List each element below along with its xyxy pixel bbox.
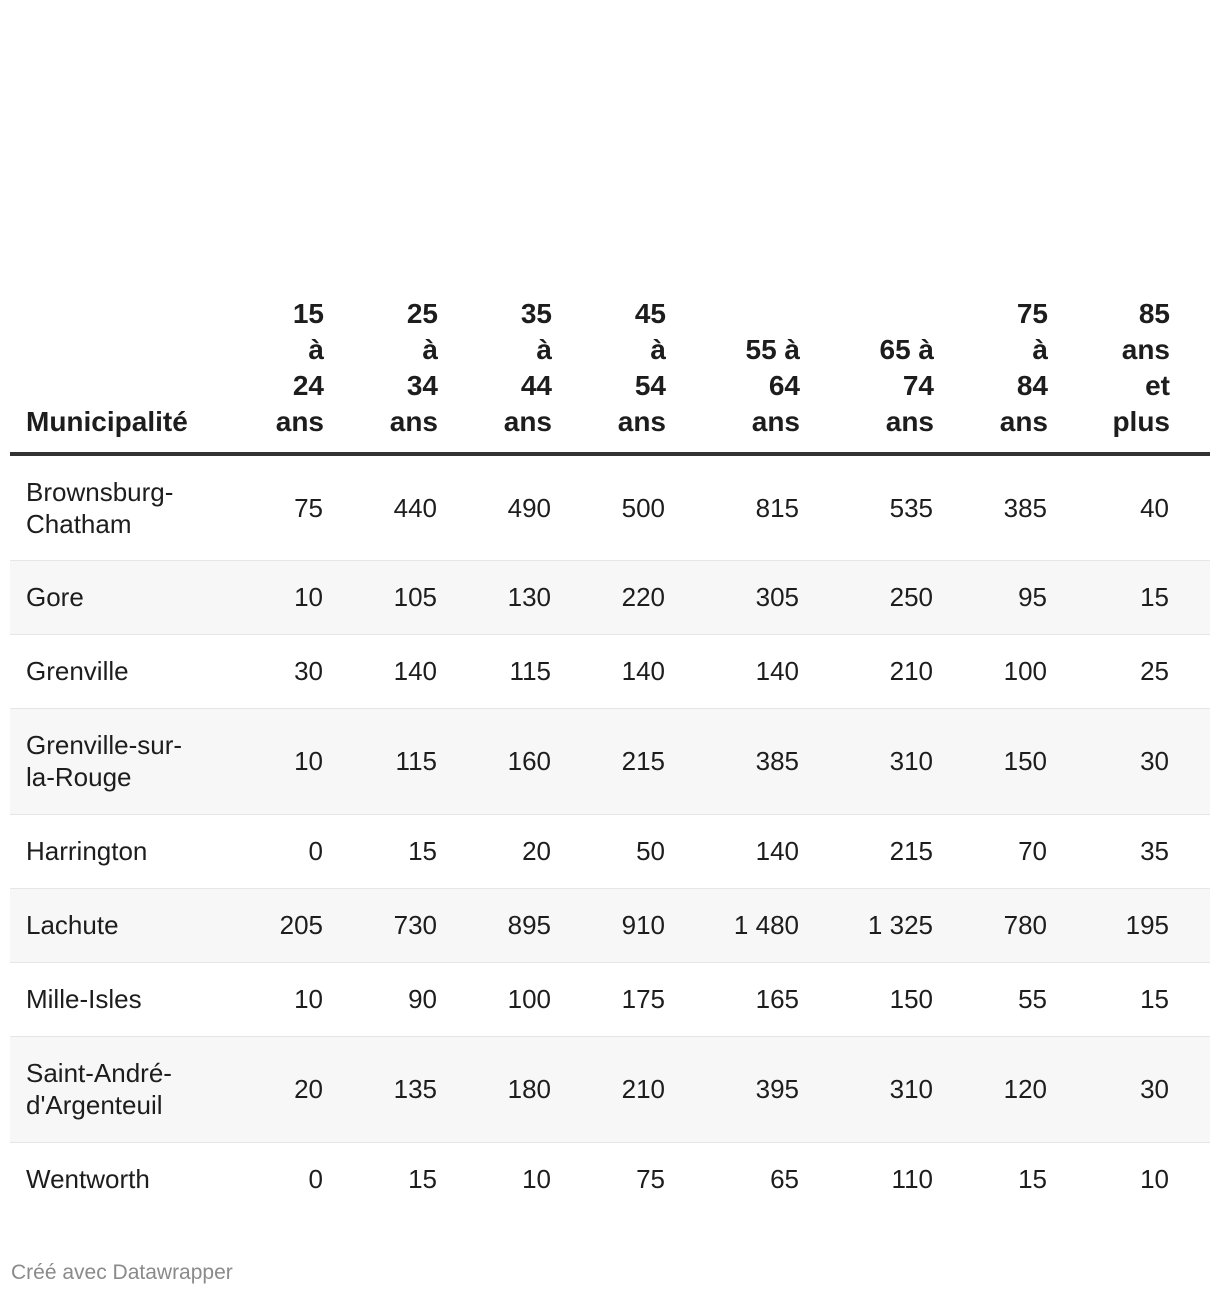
table-row — [10, 560, 1210, 634]
municipality-cell — [10, 560, 238, 634]
column-header-line: à — [650, 334, 666, 365]
column-header-municipality[interactable]: Municipalité — [10, 296, 238, 454]
value-cell: 910 — [552, 888, 666, 962]
value-cell: 160 — [438, 708, 552, 814]
column-header-line: 44 — [520, 370, 552, 401]
municipality-name-line: la-Rouge — [26, 762, 132, 792]
value-cell: 15 — [408, 1164, 437, 1195]
column-header-age-group[interactable] — [438, 296, 552, 454]
row-spacer — [1170, 888, 1210, 962]
value-cell: 30 — [238, 634, 324, 708]
table-row — [10, 1142, 1210, 1216]
column-header-line: ans — [885, 406, 934, 437]
value-cell: 500 — [552, 454, 666, 560]
column-header-age-group[interactable] — [238, 296, 324, 454]
value-cell: 35 — [1048, 814, 1170, 888]
value-cell: 130 — [438, 560, 552, 634]
age-group-table — [10, 296, 1210, 1216]
municipality-name-line: Gore — [26, 582, 84, 612]
column-header-line: 75 — [1016, 298, 1048, 329]
value-cell: 165 — [666, 962, 800, 1036]
value-cell: 220 — [552, 560, 666, 634]
column-header-line: 65 à — [879, 334, 934, 365]
value-cell: 310 — [800, 1036, 934, 1142]
table-row — [10, 708, 1210, 814]
column-header-line: à — [422, 334, 438, 365]
value-cell: 195 — [1048, 888, 1170, 962]
column-header-line: 25 — [406, 298, 438, 329]
value-cell: 215 — [800, 814, 934, 888]
row-spacer — [1170, 708, 1210, 814]
value-cell: 440 — [324, 454, 438, 560]
value-cell: 15 — [324, 814, 438, 888]
value-cell: 10 — [522, 1164, 551, 1195]
row-spacer — [1170, 962, 1210, 1036]
value-cell: 250 — [800, 560, 934, 634]
table-row — [10, 634, 1210, 708]
column-header-label — [618, 296, 666, 440]
value-cell: 100 — [438, 962, 552, 1036]
column-header-line: ans — [389, 406, 438, 437]
value-cell: 55 — [934, 962, 1048, 1036]
table-header — [10, 296, 1210, 454]
municipality-name-line: d'Argenteuil — [26, 1090, 163, 1120]
column-header-line: 74 — [902, 370, 934, 401]
value-cell: 385 — [666, 708, 800, 814]
header-row — [10, 296, 1210, 454]
municipality-name-line: Grenville — [26, 656, 129, 686]
value-cell: 40 — [1048, 454, 1170, 560]
value-cell: 10 — [238, 708, 324, 814]
column-header-line: ans — [1121, 334, 1170, 365]
value-cell: 25 — [1048, 634, 1170, 708]
value-cell: 95 — [934, 560, 1048, 634]
row-spacer — [1170, 814, 1210, 888]
header-spacer — [1170, 296, 1210, 454]
table-row — [10, 454, 1210, 560]
table-row — [10, 962, 1210, 1036]
value-cell: 65 — [770, 1164, 799, 1195]
municipality-name-line: Mille-Isles — [26, 984, 142, 1014]
value-cell: 305 — [666, 560, 800, 634]
row-spacer — [1170, 560, 1210, 634]
column-header-line: ans — [751, 406, 800, 437]
column-header-line: ans — [999, 406, 1048, 437]
value-cell: 10 — [238, 560, 324, 634]
municipality-cell — [10, 962, 238, 1036]
value-cell: 180 — [438, 1036, 552, 1142]
table-row — [10, 888, 1210, 962]
column-header-age-group[interactable] — [552, 296, 666, 454]
column-header-line: à — [1032, 334, 1048, 365]
value-cell: 310 — [800, 708, 934, 814]
value-cell: 120 — [934, 1036, 1048, 1142]
value-cell: 730 — [324, 888, 438, 962]
value-cell: 815 — [666, 454, 800, 560]
value-cell: 385 — [934, 454, 1048, 560]
value-cell: 205 — [238, 888, 324, 962]
value-cell: 15 — [1018, 1164, 1047, 1195]
column-header-line: ans — [503, 406, 552, 437]
value-cell: 50 — [552, 814, 666, 888]
municipality-cell — [10, 634, 238, 708]
column-header-label — [390, 296, 438, 440]
value-cell: 100 — [934, 634, 1048, 708]
value-cell: 210 — [800, 634, 934, 708]
value-cell: 20 — [238, 1036, 324, 1142]
municipality-cell — [10, 708, 238, 814]
column-header-age-group[interactable] — [800, 296, 934, 454]
value-cell: 215 — [552, 708, 666, 814]
value-cell: 150 — [934, 708, 1048, 814]
value-cell: 115 — [438, 634, 552, 708]
data-table-container — [10, 296, 1210, 1216]
value-cell: 30 — [1048, 1036, 1170, 1142]
value-cell: 15 — [1048, 962, 1170, 1036]
column-header-line: et — [1145, 370, 1170, 401]
column-header-line: plus — [1112, 406, 1170, 437]
municipality-name-line: Lachute — [26, 910, 119, 940]
column-header-line: 84 — [1016, 370, 1048, 401]
municipality-name-line: Harrington — [26, 836, 148, 866]
value-cell: 15 — [1048, 560, 1170, 634]
value-cell: 10 — [238, 962, 324, 1036]
value-cell: 140 — [324, 634, 438, 708]
value-cell: 140 — [666, 814, 800, 888]
municipality-cell — [10, 1036, 238, 1142]
column-header-line: à — [308, 334, 324, 365]
column-header-label — [1112, 296, 1170, 440]
table-row — [10, 1036, 1210, 1142]
value-cell: 150 — [800, 962, 934, 1036]
column-header-age-group[interactable] — [1048, 296, 1170, 454]
column-header-label — [880, 332, 935, 440]
value-cell: 110 — [891, 1164, 933, 1195]
value-cell: 70 — [934, 814, 1048, 888]
value-cell: 780 — [934, 888, 1048, 962]
value-cell: 0 — [238, 814, 324, 888]
value-cell: 535 — [800, 454, 934, 560]
column-header-line: à — [536, 334, 552, 365]
value-cell: 895 — [438, 888, 552, 962]
value-cell: 10 — [1140, 1164, 1169, 1195]
value-cell: 1 480 — [666, 888, 800, 962]
value-cell: 490 — [438, 454, 552, 560]
value-cell: 115 — [324, 708, 438, 814]
column-header-line: ans — [617, 406, 666, 437]
row-spacer — [1170, 454, 1210, 560]
value-cell: 140 — [666, 634, 800, 708]
table-row — [10, 814, 1210, 888]
value-cell: 30 — [1048, 708, 1170, 814]
value-cell: 105 — [324, 560, 438, 634]
row-spacer — [1170, 1142, 1210, 1216]
value-cell: 20 — [438, 814, 552, 888]
value-cell: 75 — [238, 454, 324, 560]
municipality-cell — [10, 454, 238, 560]
column-header-line: 54 — [634, 370, 666, 401]
value-cell: 0 — [308, 1164, 323, 1195]
municipality-name-line: Chatham — [26, 508, 132, 539]
column-header-line: 64 — [768, 370, 800, 401]
column-header-line: 24 — [292, 370, 324, 401]
column-header-label — [276, 296, 324, 440]
column-header-age-group[interactable] — [934, 296, 1048, 454]
column-header-line: 15 — [292, 298, 324, 329]
value-cell: 135 — [324, 1036, 438, 1142]
value-cell: 175 — [552, 962, 666, 1036]
column-header-line: 35 — [520, 298, 552, 329]
municipality-name-line: Brownsburg- — [26, 476, 174, 507]
value-cell: 395 — [666, 1036, 800, 1142]
column-header-label — [504, 296, 552, 440]
column-header-line: 34 — [406, 370, 438, 401]
column-header-line: 55 à — [745, 334, 800, 365]
column-header-age-group[interactable] — [324, 296, 438, 454]
municipality-name-line: Grenville-sur- — [26, 730, 183, 760]
value-cell: 210 — [552, 1036, 666, 1142]
value-cell: 140 — [552, 634, 666, 708]
column-header-line: ans — [275, 406, 324, 437]
municipality-name-line: Saint-André- — [26, 1058, 172, 1088]
municipality-cell — [10, 814, 238, 888]
municipality-name-line: Wentworth — [26, 1164, 150, 1195]
municipality-cell — [10, 888, 238, 962]
column-header-label — [746, 332, 801, 440]
table-body — [10, 454, 1210, 1216]
row-spacer — [1170, 634, 1210, 708]
datawrapper-credit: Créé avec Datawrapper — [11, 1261, 233, 1284]
value-cell: 90 — [324, 962, 438, 1036]
row-spacer — [1170, 1036, 1210, 1142]
column-header-line: 45 — [634, 298, 666, 329]
value-cell: 75 — [636, 1164, 665, 1195]
municipality-cell — [10, 1142, 238, 1216]
column-header-label — [1000, 296, 1048, 440]
value-cell: 1 325 — [800, 888, 934, 962]
column-header-age-group[interactable] — [666, 296, 800, 454]
column-header-line: 85 — [1138, 298, 1170, 329]
